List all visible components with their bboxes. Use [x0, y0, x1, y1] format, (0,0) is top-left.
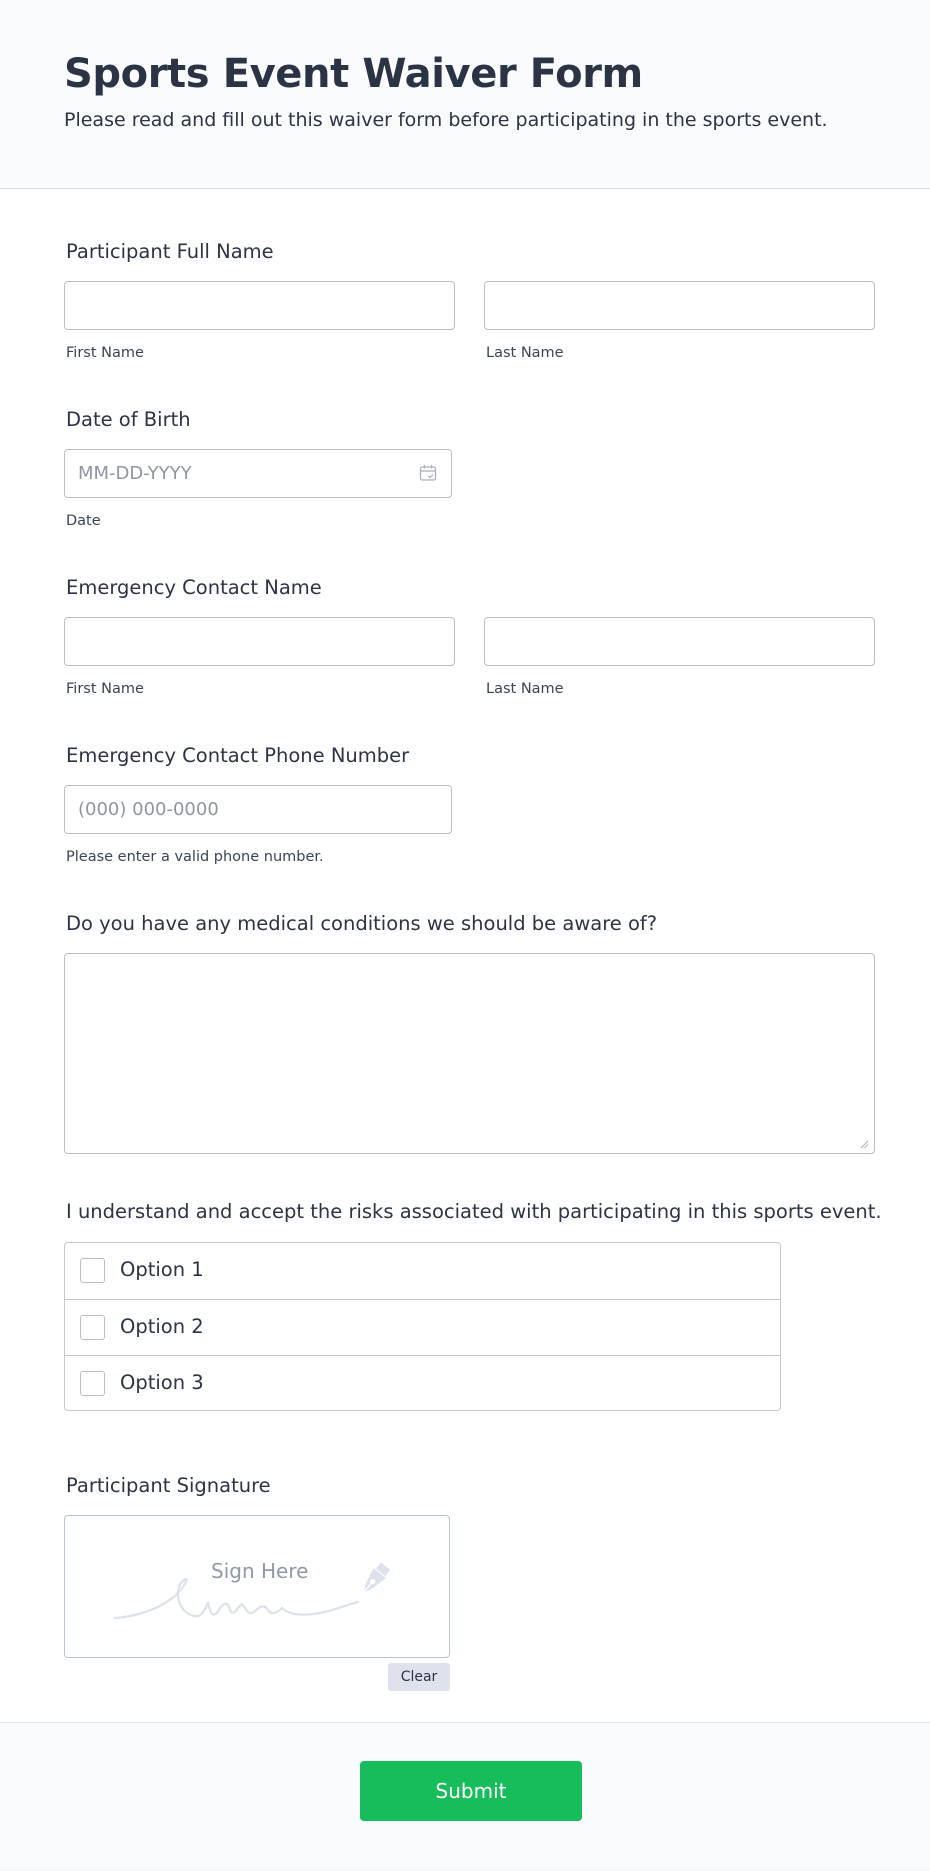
participant-first-name-input[interactable]	[64, 281, 455, 330]
form-header	[0, 0, 930, 189]
participant-last-name-input[interactable]	[484, 281, 875, 330]
medical-textarea[interactable]	[64, 953, 875, 1154]
emergency-name-label: Emergency Contact Name	[66, 576, 322, 599]
emergency-first-name-input[interactable]	[64, 617, 455, 666]
checkbox[interactable]	[80, 1258, 105, 1283]
dob-label: Date of Birth	[66, 408, 191, 431]
resize-grip-icon[interactable]	[860, 1140, 869, 1149]
signature-pad[interactable]	[64, 1515, 450, 1658]
checkbox[interactable]	[80, 1371, 105, 1396]
dob-sublabel: Date	[66, 513, 101, 529]
pen-nib-icon	[350, 1556, 398, 1604]
medical-label: Do you have any medical conditions we should be aware of?	[66, 912, 658, 935]
option-label: Option 2	[120, 1315, 204, 1338]
checkbox[interactable]	[80, 1315, 105, 1340]
emergency-phone-sublabel: Please enter a valid phone number.	[66, 849, 324, 865]
clear-signature-button[interactable]: Clear	[388, 1663, 450, 1691]
form-title: Sports Event Waiver Form	[64, 51, 643, 97]
risk-option-1[interactable]	[65, 1243, 780, 1299]
emergency-first-name-sublabel: First Name	[66, 681, 144, 697]
emergency-phone-label: Emergency Contact Phone Number	[66, 744, 410, 767]
risk-option-3[interactable]	[65, 1355, 780, 1411]
risk-label: I understand and accept the risks associated with participating in this sports event.	[66, 1200, 882, 1223]
emergency-last-name-sublabel: Last Name	[486, 681, 564, 697]
participant-last-name-sublabel: Last Name	[486, 345, 564, 361]
signature-label: Participant Signature	[66, 1474, 271, 1497]
participant-name-label: Participant Full Name	[66, 240, 274, 263]
participant-first-name-sublabel: First Name	[66, 345, 144, 361]
signature-placeholder: Sign Here	[211, 1559, 309, 1583]
dob-input[interactable]	[64, 449, 452, 498]
option-label: Option 3	[120, 1371, 204, 1394]
submit-button[interactable]: Submit	[360, 1761, 582, 1821]
emergency-phone-input[interactable]	[64, 785, 452, 834]
form-subtitle: Please read and fill out this waiver form before participating in the sports event.	[64, 109, 828, 131]
emergency-last-name-input[interactable]	[484, 617, 875, 666]
option-label: Option 1	[120, 1258, 204, 1281]
risk-options	[64, 1242, 781, 1411]
form-footer	[0, 1722, 930, 1867]
risk-option-2[interactable]	[65, 1299, 780, 1355]
calendar-icon[interactable]	[419, 464, 437, 482]
